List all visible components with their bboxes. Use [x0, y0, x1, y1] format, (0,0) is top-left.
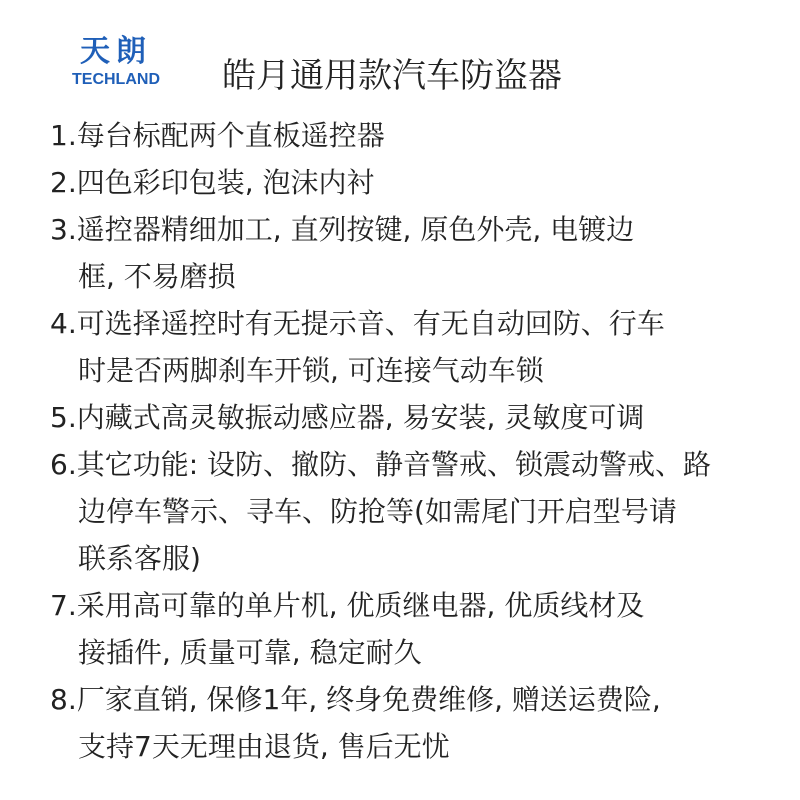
feature-item-3 [50, 206, 770, 300]
feature-item-8 [50, 676, 770, 770]
feature-line: 1.每台标配两个直板遥控器 [50, 119, 385, 152]
feature-item-7 [50, 582, 770, 676]
techland-logo [62, 34, 170, 94]
feature-line: 7.采用高可靠的单片机, 优质继电器, 优质线材及 [50, 589, 645, 622]
feature-item-2 [50, 159, 770, 206]
logo-english-text: TECHLAND [72, 71, 160, 88]
feature-line: 2.四色彩印包装, 泡沫内衬 [50, 166, 375, 199]
feature-line-continued: 时是否两脚刹车开锁, 可连接气动车锁 [78, 354, 544, 387]
feature-list [50, 112, 770, 770]
feature-item-6 [50, 441, 770, 582]
feature-line-continued: 框, 不易磨损 [78, 260, 236, 293]
page-title: 皓月通用款汽车防盗器 [222, 56, 562, 96]
feature-line: 8.厂家直销, 保修1年, 终身免费维修, 赠送运费险, [50, 683, 661, 716]
feature-line-continued: 支持7天无理由退货, 售后无忧 [78, 730, 450, 763]
feature-line-continued: 边停车警示、寻车、防抢等(如需尾门开启型号请 [78, 495, 677, 528]
feature-item-1 [50, 112, 770, 159]
feature-line: 6.其它功能: 设防、撤防、静音警戒、锁震动警戒、路 [50, 448, 712, 481]
feature-line: 5.内藏式高灵敏振动感应器, 易安装, 灵敏度可调 [50, 401, 645, 434]
feature-line-continued: 接插件, 质量可靠, 稳定耐久 [78, 636, 422, 669]
feature-line: 4.可选择遥控时有无提示音、有无自动回防、行车 [50, 307, 665, 340]
feature-item-5 [50, 394, 770, 441]
feature-line: 3.遥控器精细加工, 直列按键, 原色外壳, 电镀边 [50, 213, 635, 246]
logo-chinese-text: 天朗 [80, 34, 152, 69]
feature-item-4 [50, 300, 770, 394]
feature-line-continued: 联系客服) [78, 542, 201, 575]
